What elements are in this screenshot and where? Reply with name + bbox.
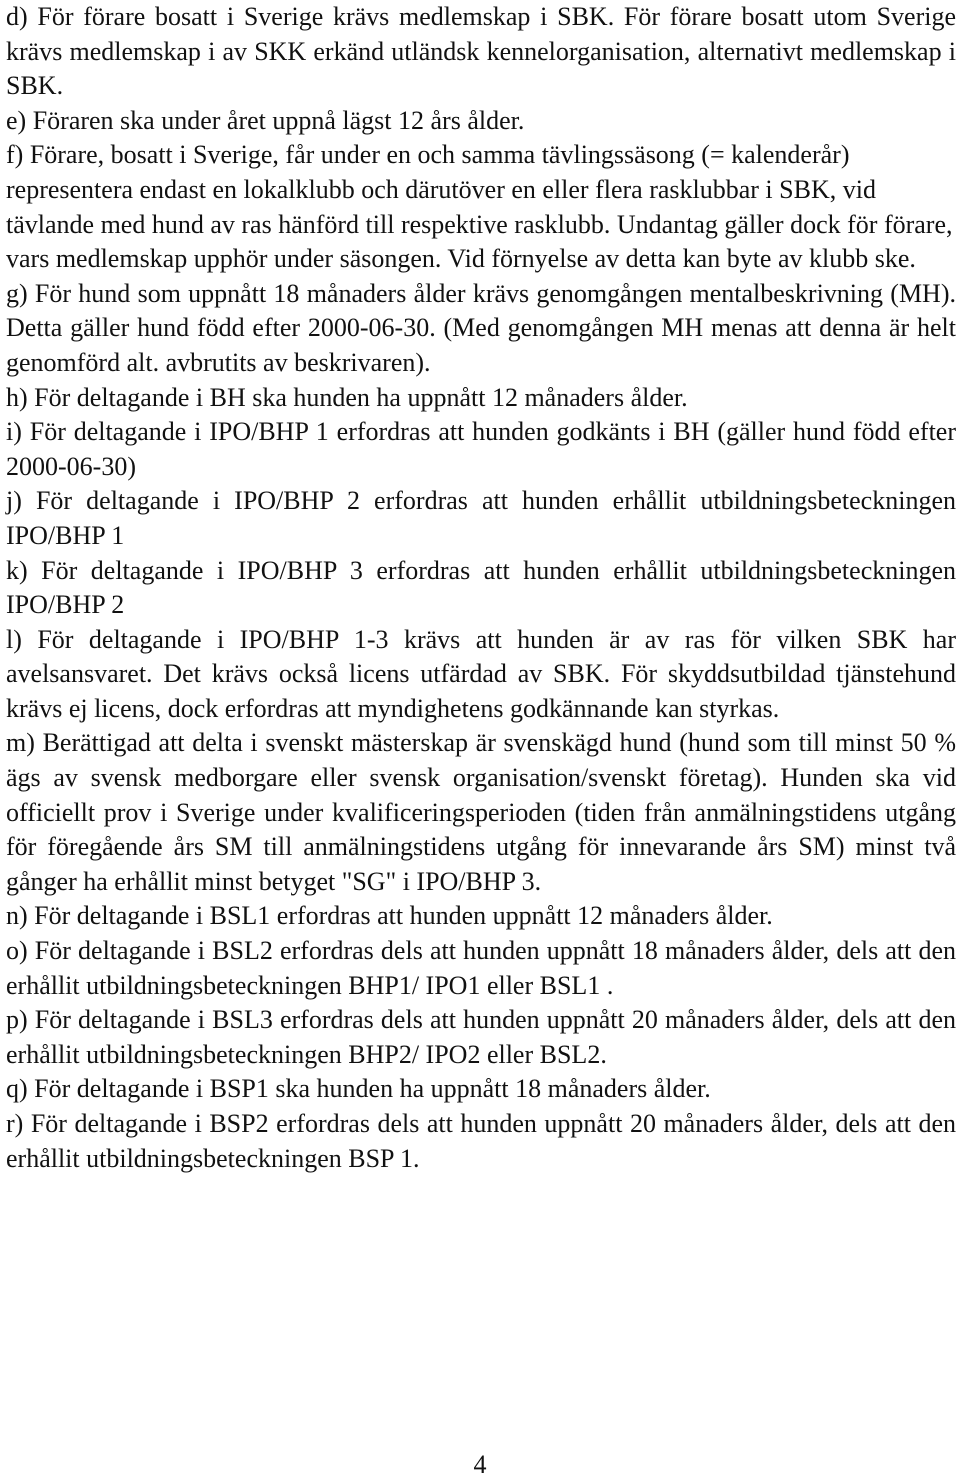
rule-d: d) För förare bosatt i Sverige krävs medlemskap i SBK. För förare bosatt utom Sverige krävs medlemskap i av SKK erkänd utländsk kennelorganisation, alternativt medlemskap i SBK. xyxy=(6,2,956,101)
rule-l: l) För deltagande i IPO/BHP 1-3 krävs att hunden är av ras för vilken SBK har avelsansvaret. Det krävs också licens utfärdad av SBK. För skyddsutbildad tjänstehund krävs ej licens, dock erfordras att myndighetens godkännande kan styrkas. xyxy=(6,624,956,723)
rule-o: o) För deltagande i BSL2 erfordras dels att hunden uppnått 18 månaders ålder, dels att den erhållit utbildningsbeteckningen BHP1/ IPO1 eller BSL1 . xyxy=(6,936,956,1000)
rule-e: e) Föraren ska under året uppnå lägst 12 års ålder. xyxy=(6,105,525,135)
rule-q: q) För deltagande i BSP1 ska hunden ha uppnått 18 månaders ålder. xyxy=(6,1074,711,1104)
rule-m: m) Berättigad att delta i svenskt mästerskap är svenskägd hund (hund som till minst 50 % ägs av svensk medborgare eller svensk organisation/svenskt företag). Hunden ska vid officiellt prov i Sverige under kvalificeringsperioden (tiden från anmälningstidens utgång för föregående års SM till anmälningstidens utgång för innevarande års SM) minst två gånger ha erhållit minst betyget "SG" i IPO/BHP 3. xyxy=(6,728,956,896)
rule-g: g) För hund som uppnått 18 månaders ålder krävs genomgången mentalbeskrivning (MH). Detta gäller hund född efter 2000-06-30. (Med genomgången MH menas att denna är helt genomförd alt. avbrutits av beskrivaren). xyxy=(6,278,956,377)
rule-h: h) För deltagande i BH ska hunden ha uppnått 12 månaders ålder. xyxy=(6,382,688,412)
rule-r: r) För deltagande i BSP2 erfordras dels att hunden uppnått 20 månaders ålder, dels att den erhållit utbildningsbeteckningen BSP 1. xyxy=(6,1109,956,1173)
rule-p: p) För deltagande i BSL3 erfordras dels att hunden uppnått 20 månaders ålder, dels att den erhållit utbildningsbeteckningen BHP2/ IPO2 eller BSL2. xyxy=(6,1005,956,1069)
page-number: 4 xyxy=(473,1450,487,1479)
rule-n: n) För deltagande i BSL1 erfordras att hunden uppnått 12 månaders ålder. xyxy=(6,901,773,931)
rule-j: j) För deltagande i IPO/BHP 2 erfordras att hunden erhållit utbildningsbeteckningen IPO/BHP 1 xyxy=(6,486,956,550)
rule-k: k) För deltagande i IPO/BHP 3 erfordras att hunden erhållit utbildningsbeteckningen IPO/BHP 2 xyxy=(6,555,956,620)
rule-i: i) För deltagande i IPO/BHP 1 erfordras att hunden godkänts i BH (gäller hund född efter 2000-06-30) xyxy=(6,417,956,481)
rule-f: f) Förare, bosatt i Sverige, får under en och samma tävlingssäsong (= kalenderår) representera endast en lokalklubb och därutöver en eller flera rasklubbar i SBK, vid tävlande med hund av ras hänförd till respektive rasklubb. Undantag gäller dock för förare, vars medlemskap upphör under säsongen. Vid förnyelse av detta kan byte av klubb ske. xyxy=(6,140,953,274)
document-page xyxy=(6,0,956,1176)
